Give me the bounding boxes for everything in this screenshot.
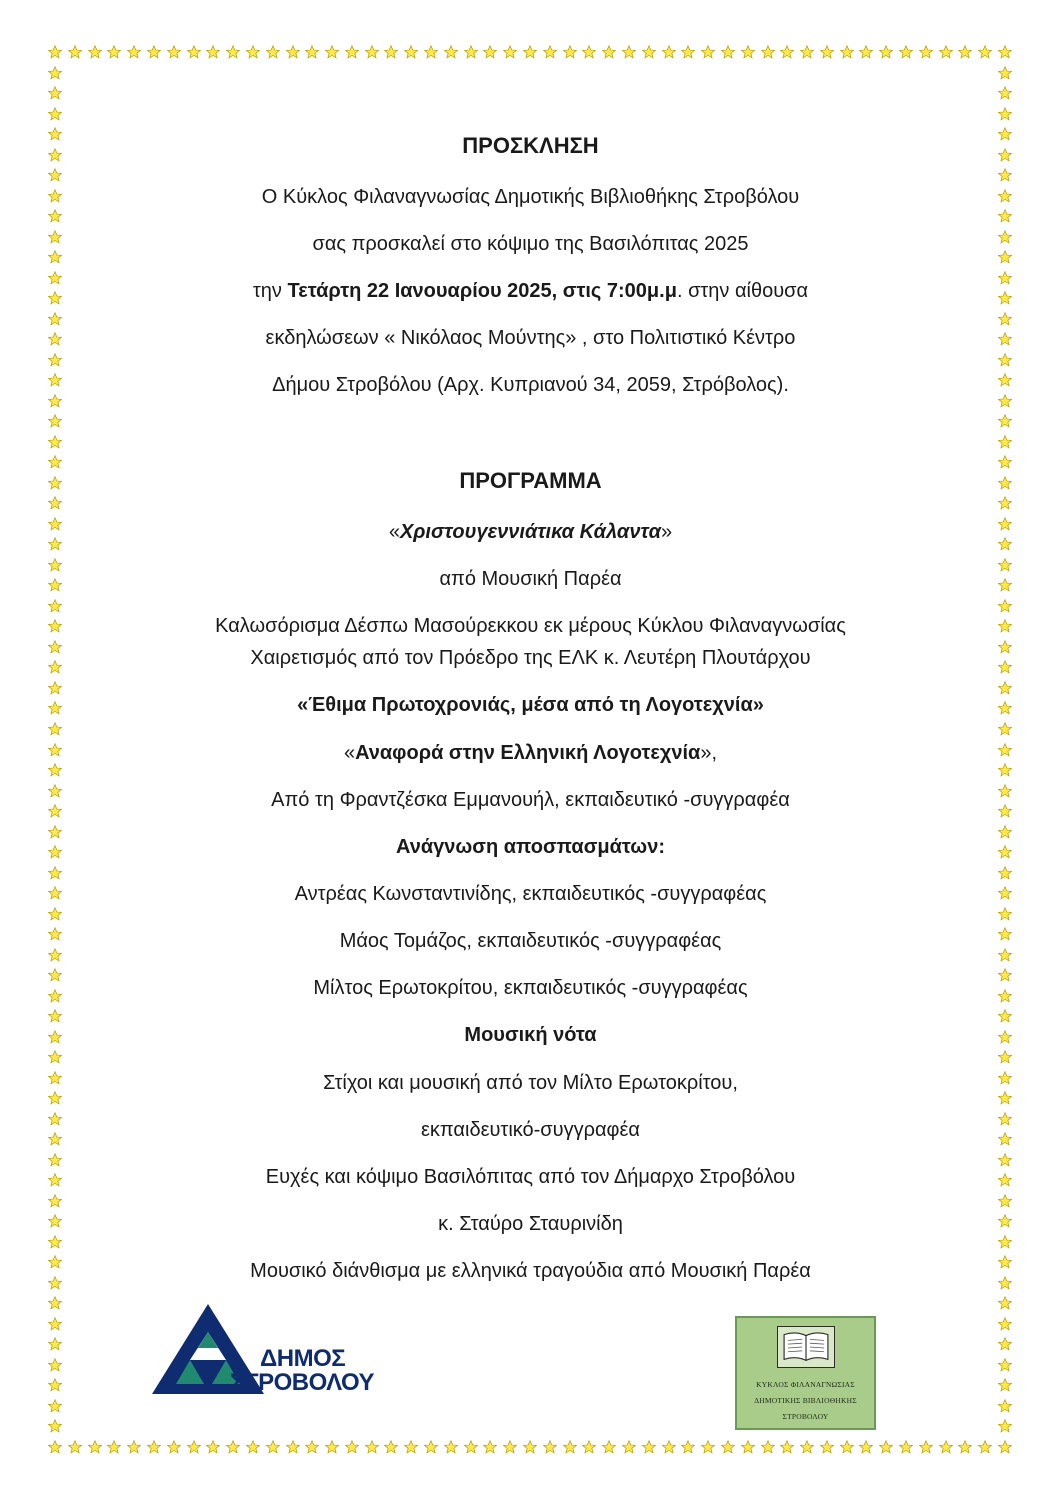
star-icon [424,1440,438,1454]
star-icon [266,45,280,59]
star-icon [48,804,62,818]
star-icon [127,45,141,59]
star-icon [345,1440,359,1454]
star-icon [48,845,62,859]
programme-line: Στίχοι και μουσική από τον Μίλτο Ερωτοκρίτου, [323,1072,738,1094]
star-icon [48,599,62,613]
star-icon [602,1440,616,1454]
star-icon [88,45,102,59]
star-icon [48,66,62,80]
star-icon [998,1071,1012,1085]
star-icon [48,1153,62,1167]
star-icon [998,476,1012,490]
star-icon [998,722,1012,736]
programme-line: Χαιρετισμός από τον Πρόεδρο της ΕΛΚ κ. Λευτέρη Πλουτάρχου [250,647,811,669]
star-icon [48,394,62,408]
star-icon [998,1378,1012,1392]
star-icon [404,1440,418,1454]
star-icon [48,825,62,839]
star-icon [998,1419,1012,1433]
star-icon [998,558,1012,572]
star-icon [48,743,62,757]
star-icon [998,825,1012,839]
programme-line: Καλωσόρισμα Δέσπω Μασούρεκκου εκ μέρους Κύκλου Φιλαναγνωσίας [215,615,846,637]
star-icon [998,230,1012,244]
star-icon [741,1440,755,1454]
star-icon [998,1009,1012,1023]
star-icon [68,45,82,59]
star-icon [780,45,794,59]
star-icon [998,291,1012,305]
star-icon [800,45,814,59]
star-icon [48,927,62,941]
star-icon [563,45,577,59]
reading-title: Ανάγνωση αποσπασμάτων: [396,836,665,858]
star-icon [978,1440,992,1454]
star-icon [246,45,260,59]
star-icon [998,1337,1012,1351]
star-icon [444,45,458,59]
star-icon [998,681,1012,695]
kyklos-line2: ΔΗΜΟΤΙΚΗΣ ΒΙΒΛΙΟΘΗΚΗΣ [754,1396,857,1405]
star-icon [503,45,517,59]
star-icon [48,1378,62,1392]
star-icon [998,148,1012,162]
star-icon [761,45,775,59]
star-icon [365,1440,379,1454]
star-icon [998,804,1012,818]
star-icon [523,1440,537,1454]
star-icon [48,45,62,59]
star-icon [998,537,1012,551]
star-icon [998,86,1012,100]
quote-close: » [661,521,673,543]
star-icon [88,1440,102,1454]
star-icon [48,640,62,654]
star-icon [48,784,62,798]
star-icon [998,250,1012,264]
star-icon [48,1296,62,1310]
star-icon [662,1440,676,1454]
star-icon [939,45,953,59]
star-icon [167,45,181,59]
star-icon [978,45,992,59]
star-icon [48,435,62,449]
star-icon [206,45,220,59]
star-icon [48,373,62,387]
star-icon [48,1091,62,1105]
star-icon [543,1440,557,1454]
star-icon [602,45,616,59]
star-icon [563,1440,577,1454]
star-icon [642,1440,656,1454]
star-icon [48,1337,62,1351]
star-icon [998,209,1012,223]
star-icon [48,168,62,182]
star-icon [48,476,62,490]
star-icon [266,1440,280,1454]
star-icon [48,271,62,285]
star-icon [48,332,62,346]
star-icon [998,1235,1012,1249]
star-icon [998,312,1012,326]
star-icon [107,1440,121,1454]
star-icon [48,455,62,469]
star-icon [464,45,478,59]
star-icon [958,45,972,59]
star-icon [998,435,1012,449]
star-icon [998,1091,1012,1105]
dimos-strovolou-logo [150,1302,410,1398]
star-icon [48,1112,62,1126]
reader: Μάος Τομάζος, εκπαιδευτικός -συγγραφέας [339,930,722,952]
reader: Αντρέας Κωνσταντινίδης, εκπαιδευτικός -συγγραφέας [294,883,767,905]
star-icon [582,45,596,59]
star-icon [48,86,62,100]
kyklos-filanagnosias-logo [735,1316,876,1430]
star-icon [840,45,854,59]
star-icon [48,127,62,141]
star-icon [998,45,1012,59]
star-icon [998,455,1012,469]
star-icon [998,948,1012,962]
star-icon [48,1419,62,1433]
star-icon [48,681,62,695]
star-icon [48,496,62,510]
invitation-title: ΠΡΟΣΚΛΗΣΗ [462,133,599,158]
star-icon [800,1440,814,1454]
star-icon [305,45,319,59]
star-icon [998,127,1012,141]
star-icon [384,45,398,59]
star-icon [998,189,1012,203]
star-icon [48,209,62,223]
star-icon [741,45,755,59]
star-icon [48,107,62,121]
invitation-date-line [110,278,951,304]
star-icon [998,1399,1012,1413]
star-icon [939,1440,953,1454]
star-icon [919,45,933,59]
star-icon [206,1440,220,1454]
star-icon [167,1440,181,1454]
star-icon [48,1009,62,1023]
star-icon [919,1440,933,1454]
star-icon [48,1214,62,1228]
kyklos-line3: ΣΤΡΟΒΟΛΟΥ [782,1412,829,1421]
star-icon [998,989,1012,1003]
star-icon [68,1440,82,1454]
star-icon [998,1153,1012,1167]
programme-line: κ. Σταύρο Σταυρινίδη [438,1213,623,1235]
star-icon [998,1132,1012,1146]
star-icon [998,743,1012,757]
star-icon [48,537,62,551]
star-icon [404,45,418,59]
star-icon [48,1173,62,1187]
star-icon [48,312,62,326]
star-icon [187,45,201,59]
star-icon [820,45,834,59]
star-icon [998,660,1012,674]
star-icon [48,968,62,982]
star-icon [998,373,1012,387]
star-icon [48,558,62,572]
star-icon [543,45,557,59]
star-icon [998,1194,1012,1208]
kyklos-line1: ΚΥΚΛΟΣ ΦΙΛΑΝΑΓΝΩΣΙΑΣ [756,1380,855,1389]
star-icon [642,45,656,59]
programme-line: Ευχές και κόψιμο Βασιλόπιτας από τον Δήμαρχο Στροβόλου [265,1166,796,1188]
star-icon [840,1440,854,1454]
star-icon [998,66,1012,80]
star-icon [899,1440,913,1454]
star-icon [859,45,873,59]
star-icon [424,45,438,59]
star-icon [622,1440,636,1454]
star-icon [286,45,300,59]
star-icon [701,1440,715,1454]
star-icon [998,1296,1012,1310]
star-icon [998,332,1012,346]
star-icon [48,517,62,531]
star-icon [998,784,1012,798]
star-icon [998,886,1012,900]
quote-open: « [388,521,400,543]
star-icon [48,989,62,1003]
star-icon [998,414,1012,428]
star-icon [48,763,62,777]
date-bold: Τετάρτη 22 Ιανουαρίου 2025, στις 7:00μ.μ [287,280,677,302]
star-icon [246,1440,260,1454]
star-icon [998,107,1012,121]
dimos-line1: ΔΗΜΟΣ [260,1345,346,1372]
star-icon [464,1440,478,1454]
star-icon [48,1071,62,1085]
star-icon [48,1276,62,1290]
programme-line: Από τη Φραντζέσκα Εμμανουήλ, εκπαιδευτικό -συγγραφέα [271,789,790,811]
star-icon [681,1440,695,1454]
star-icon [701,45,715,59]
star-icon [48,619,62,633]
star-icon [147,1440,161,1454]
programme-talk-sub [110,740,951,766]
programme-line: εκπαιδευτικό-συγγραφέα [421,1119,640,1141]
star-icon [998,866,1012,880]
invitation-line: σας προσκαλεί στο κόψιμο της Βασιλόπιτας 2025 [312,233,749,255]
star-icon [820,1440,834,1454]
star-icon [998,968,1012,982]
programme-title: ΠΡΟΓΡΑΜΜΑ [459,468,602,493]
star-icon [107,45,121,59]
star-icon [998,619,1012,633]
star-icon [998,517,1012,531]
star-icon [48,189,62,203]
star-icon [998,927,1012,941]
star-icon [48,866,62,880]
star-icon [899,45,913,59]
star-icon [226,1440,240,1454]
dimos-line2: ΣΤΡΟΒΟΛΟΥ [230,1369,374,1396]
invitation-line: εκδηλώσεων « Νικόλαος Μούντης» , στο Πολιτιστικό Κέντρο [265,327,796,349]
item-title: Χριστουγεννιάτικα Κάλαντα [399,521,662,543]
star-icon [483,45,497,59]
star-icon [998,1358,1012,1372]
star-icon [48,948,62,962]
star-icon [998,701,1012,715]
talk-sub-title: Αναφορά στην Ελληνική Λογοτεχνία [355,742,701,764]
star-icon [147,45,161,59]
star-icon [48,722,62,736]
programme-item [110,519,951,545]
star-icon [998,1317,1012,1331]
invitation-line: Δήμου Στροβόλου (Αρχ. Κυπριανού 34, 2059, Στρόβολος). [272,374,789,396]
star-icon [503,1440,517,1454]
star-icon [998,1255,1012,1269]
star-icon [998,1112,1012,1126]
star-icon [761,1440,775,1454]
star-icon [325,1440,339,1454]
star-icon [384,1440,398,1454]
star-icon [48,1440,62,1454]
star-icon [48,291,62,305]
star-icon [582,1440,596,1454]
star-icon [998,578,1012,592]
star-icon [721,45,735,59]
star-icon [859,1440,873,1454]
star-icon [998,845,1012,859]
star-icon [523,45,537,59]
star-icon [998,394,1012,408]
reader: Μίλτος Ερωτοκρίτου, εκπαιδευτικός -συγγραφέας [313,977,748,999]
star-icon [998,496,1012,510]
star-icon [998,1050,1012,1064]
star-icon [365,45,379,59]
star-icon [226,45,240,59]
star-icon [48,250,62,264]
star-icon [958,1440,972,1454]
date-prefix: την [252,280,288,302]
quote-close: », [700,742,718,764]
music-title: Μουσική νότα [464,1024,597,1046]
date-suffix: . στην αίθουσα [676,280,809,302]
star-icon [681,45,695,59]
invitation-line: Ο Κύκλος Φιλαναγνωσίας Δημοτικής Βιβλιοθήκης Στροβόλου [261,186,800,208]
star-icon [48,907,62,921]
star-icon [444,1440,458,1454]
programme-closing: Μουσικό διάνθισμα με ελληνικά τραγούδια από Μουσική Παρέα [250,1260,811,1282]
star-icon [48,578,62,592]
star-icon [305,1440,319,1454]
star-icon [48,1235,62,1249]
star-icon [879,45,893,59]
star-icon [483,1440,497,1454]
star-icon [998,763,1012,777]
star-icon [622,45,636,59]
star-icon [286,1440,300,1454]
star-icon [662,45,676,59]
star-icon [48,230,62,244]
star-icon [48,1194,62,1208]
star-icon [48,886,62,900]
star-icon [48,148,62,162]
star-icon [998,907,1012,921]
star-icon [998,1276,1012,1290]
quote-open: « [343,742,356,764]
star-icon [721,1440,735,1454]
star-icon [998,271,1012,285]
programme-talk-title: «Έθιμα Πρωτοχρονιάς, μέσα από τη Λογοτεχνία» [297,694,764,716]
star-icon [187,1440,201,1454]
star-icon [48,1255,62,1269]
star-icon [48,353,62,367]
star-icon [48,1030,62,1044]
star-icon [48,1317,62,1331]
star-icon [998,599,1012,613]
star-icon [48,660,62,674]
star-icon [998,1173,1012,1187]
star-icon [998,640,1012,654]
star-icon [998,1030,1012,1044]
star-icon [48,1358,62,1372]
star-icon [127,1440,141,1454]
star-icon [48,1399,62,1413]
star-icon [48,414,62,428]
star-icon [879,1440,893,1454]
star-icon [325,45,339,59]
programme-line: από Μουσική Παρέα [439,568,622,590]
star-icon [48,701,62,715]
star-icon [998,168,1012,182]
star-icon [998,1440,1012,1454]
star-icon [780,1440,794,1454]
star-icon [345,45,359,59]
star-icon [998,1214,1012,1228]
star-icon [48,1050,62,1064]
star-icon [48,1132,62,1146]
star-icon [998,353,1012,367]
open-book-icon [777,1326,835,1368]
